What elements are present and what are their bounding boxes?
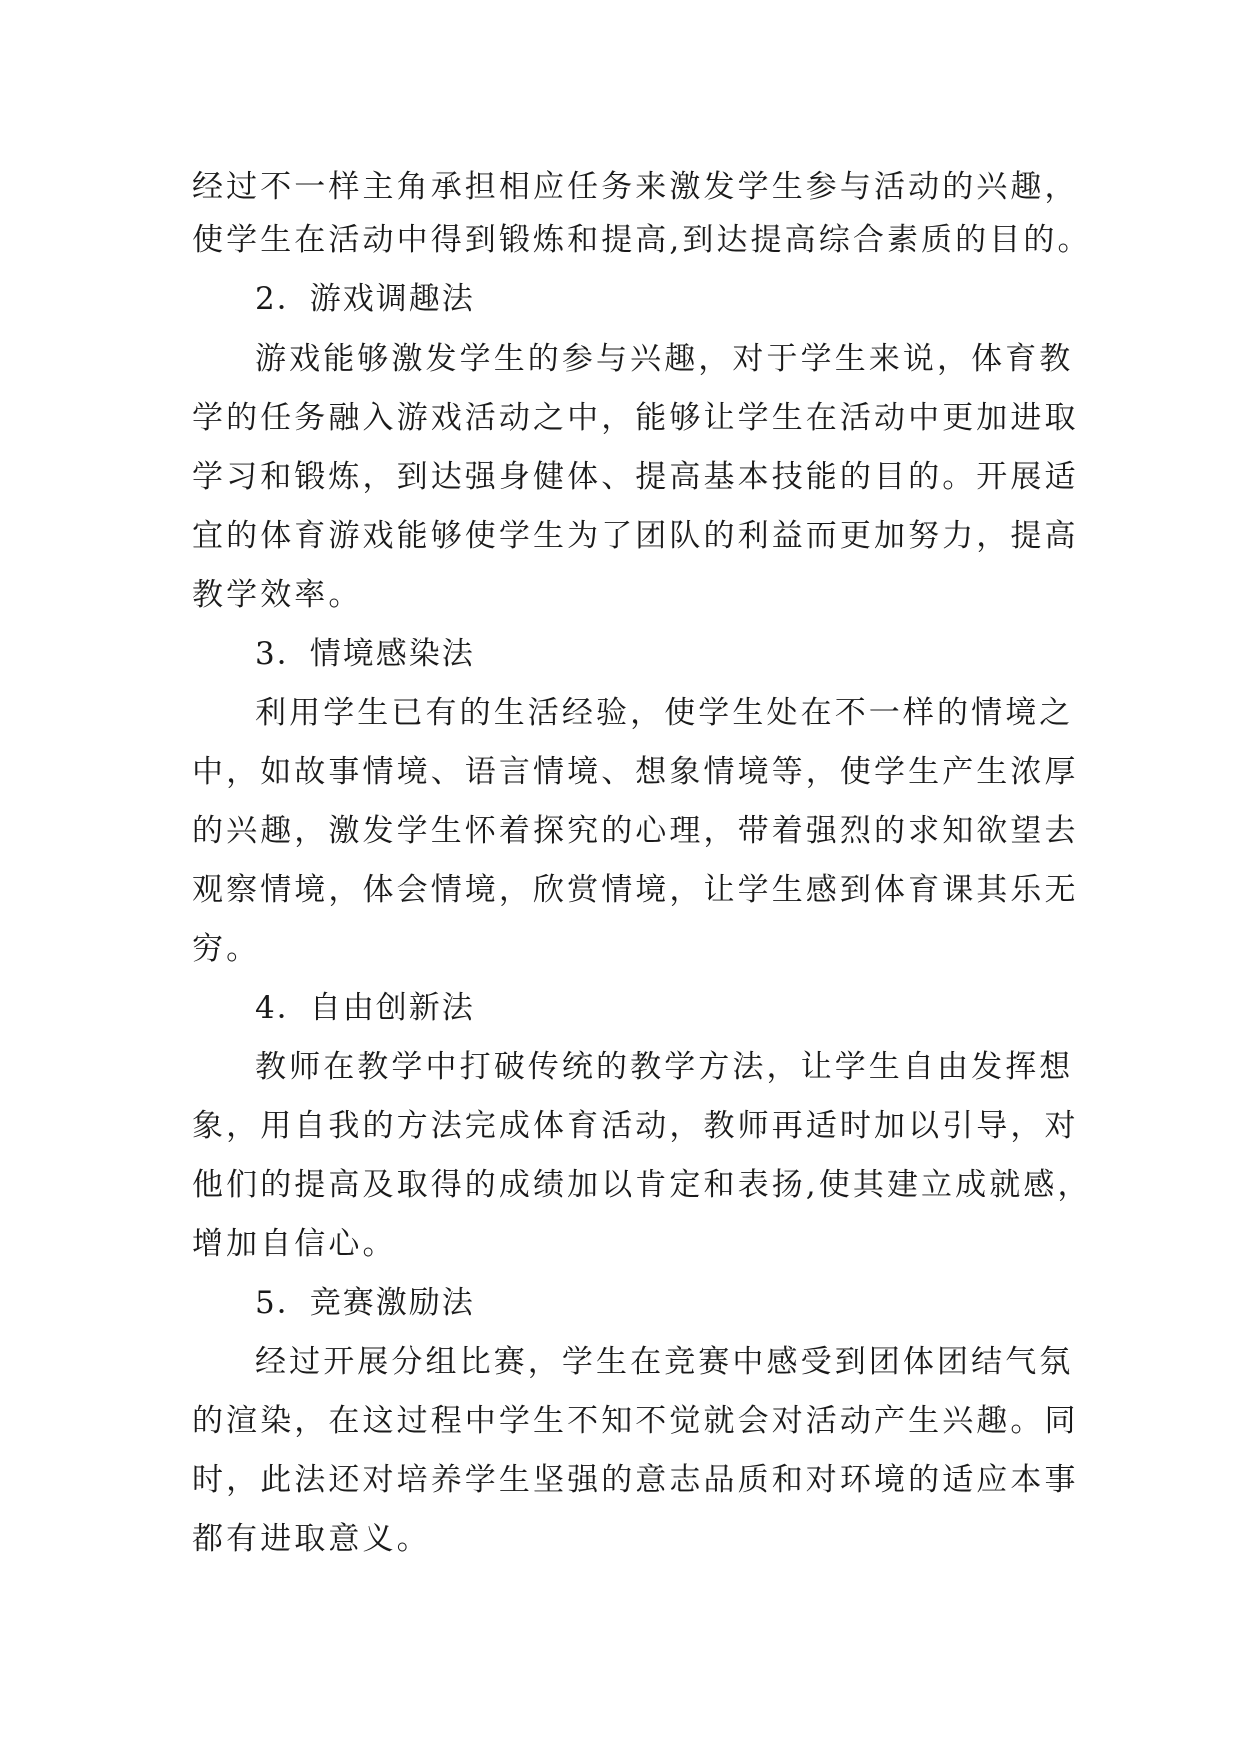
- text-line: 都有进取意义。: [192, 1521, 431, 1557]
- text-line: 的兴趣，激发学生怀着探究的心理，带着强烈的求知欲望去: [192, 813, 1079, 849]
- text-line: 学的任务融入游戏活动之中，能够让学生在活动中更加进取: [192, 400, 1079, 436]
- text-line: 教师在教学中打破传统的教学方法，让学生自由发挥想: [255, 1049, 1074, 1085]
- section-heading: 5．竞赛激励法: [255, 1285, 475, 1321]
- text-line: 增加自信心。: [192, 1226, 397, 1262]
- text-line: 利用学生已有的生活经验，使学生处在不一样的情境之: [255, 695, 1074, 731]
- text-line: 观察情境，体会情境，欣赏情境，让学生感到体育课其乐无: [192, 872, 1079, 908]
- text-line: 他们的提高及取得的成绩加以肯定和表扬,使其建立成就感，: [192, 1167, 1092, 1203]
- section-heading: 3．情境感染法: [255, 636, 475, 672]
- text-line: 的渲染，在这过程中学生不知不觉就会对活动产生兴趣。同: [192, 1403, 1079, 1439]
- text-line: 时，此法还对培养学生坚强的意志品质和对环境的适应本事: [192, 1462, 1079, 1498]
- text-line: 穷。: [192, 931, 261, 967]
- text-line: 游戏能够激发学生的参与兴趣，对于学生来说，体育教: [255, 341, 1074, 377]
- text-line: 中，如故事情境、语言情境、想象情境等，使学生产生浓厚: [192, 754, 1079, 790]
- text-line: 经过不一样主角承担相应任务来激发学生参与活动的兴趣，: [192, 169, 1079, 205]
- section-heading: 2．游戏调趣法: [255, 281, 475, 317]
- section-heading: 4．自由创新法: [255, 990, 475, 1026]
- text-line: 学习和锻炼，到达强身健体、提高基本技能的目的。开展适: [192, 459, 1079, 495]
- text-line: 经过开展分组比赛，学生在竞赛中感受到团体团结气氛: [255, 1344, 1074, 1380]
- text-line: 象，用自我的方法完成体育活动，教师再适时加以引导，对: [192, 1108, 1079, 1144]
- text-line: 教学效率。: [192, 577, 363, 613]
- text-line: 使学生在活动中得到锻炼和提高,到达提高综合素质的目的。: [192, 222, 1092, 258]
- text-line: 宜的体育游戏能够使学生为了团队的利益而更加努力，提高: [192, 518, 1079, 554]
